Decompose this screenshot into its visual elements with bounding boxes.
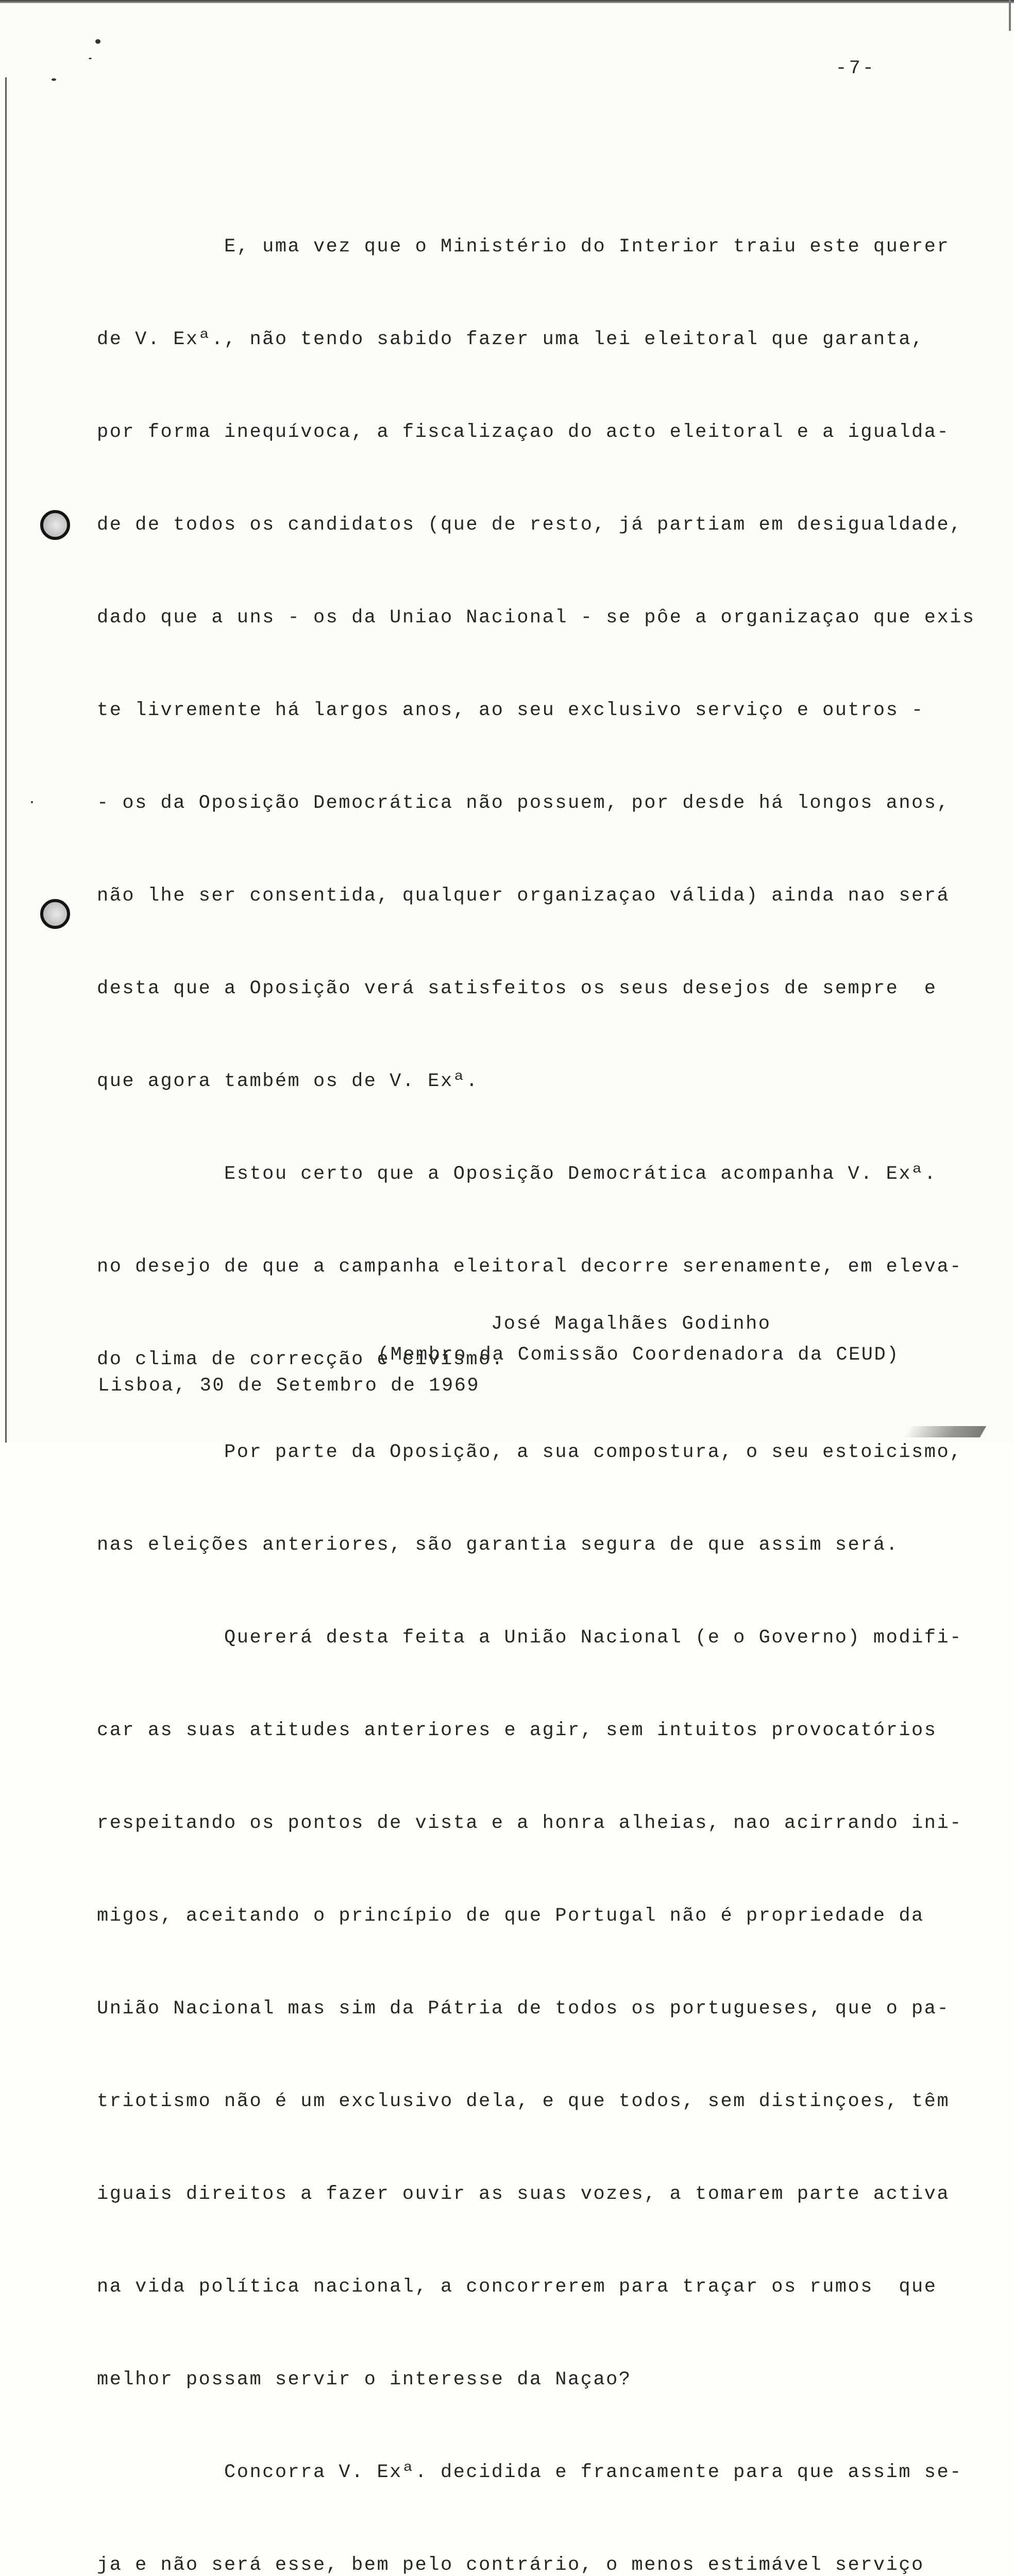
text-line: te livremente há largos anos, ao seu exclusivo serviço e outros -: [97, 700, 924, 721]
scan-top-edge: [0, 0, 1014, 3]
text-line: União Nacional mas sim da Pátria de todos os portugueses, que o pa-: [97, 1998, 950, 2020]
text-line: migos, aceitando o princípio de que Portugal não é propriedade da: [97, 1905, 924, 1927]
text-line: ja e não será esse, bem pelo contrário, o menos estimável serviço: [97, 2554, 924, 2576]
text-line: Concorra V. Exª. decidida e francamente para que assim se-: [97, 2462, 962, 2483]
page-number: -7-: [835, 58, 876, 79]
text-line: dado que a uns - os da Uniao Nacional - se pôe a organizaçao que exis: [97, 607, 975, 629]
text-line: de de todos os candidatos (que de resto, já partiam em desigualdade,: [97, 514, 962, 536]
punch-hole: [40, 899, 70, 929]
ink-speck: [89, 58, 92, 59]
text-line: melhor possam servir o interesse da Naçao?: [97, 2369, 632, 2391]
ink-speck: [31, 801, 33, 803]
ink-speck: [95, 39, 100, 44]
text-line: nas eleições anteriores, são garantia segura de que assim será.: [97, 1534, 899, 1556]
place-and-date: Lisboa, 30 de Setembro de 1969: [98, 1375, 480, 1397]
text-line: Por parte da Oposição, a sua compostura, o seu estoicismo,: [97, 1442, 962, 1463]
text-line: car as suas atitudes anteriores e agir, sem intuitos provocatórios: [97, 1720, 937, 1741]
text-line: Quererá desta feita a União Nacional (e o Governo) modifi-: [97, 1627, 962, 1649]
text-line: - os da Oposição Democrática não possuem, por desde há longos anos,: [97, 792, 950, 814]
text-line: não lhe ser consentida, qualquer organizaçao válida) ainda nao será: [97, 885, 950, 907]
text-line: na vida política nacional, a concorrerem para traçar os rumos que: [97, 2276, 937, 2298]
text-line: no desejo de que a campanha eleitoral decorre serenamente, em eleva-: [97, 1256, 962, 1278]
text-line: desta que a Oposição verá satisfeitos os seus desejos de sempre e: [97, 978, 937, 999]
text-line: respeitando os pontos de vista e a honra alheias, nao acirrando ini-: [97, 1812, 962, 1834]
text-line: de V. Exª., não tendo sabido fazer uma lei eleitoral que garanta,: [97, 329, 924, 350]
scan-right-edge: [1009, 0, 1011, 31]
scan-left-edge: [5, 77, 7, 1443]
signatory-name: José Magalhães Godinho: [491, 1313, 771, 1335]
text-line: Estou certo que a Oposição Democrática acompanha V. Exª.: [97, 1163, 937, 1185]
signature-block: [97, 1309, 973, 1463]
text-line: que agora também os de V. Exª.: [97, 1071, 479, 1092]
text-line: iguais direitos a fazer ouvir as suas vozes, a tomarem parte activa: [97, 2183, 950, 2205]
ink-speck: [52, 78, 56, 81]
text-line: E, uma vez que o Ministério do Interior traiu este querer: [97, 236, 950, 258]
text-line: por forma inequívoca, a fiscalizaçao do acto eleitoral e a igualda-: [97, 421, 950, 443]
scan-smudge: [903, 1426, 987, 1437]
text-line: do clima de correcção e civismo.: [97, 1349, 504, 1370]
signatory-role: (Membro da Comissão Coordenadora da CEUD): [378, 1344, 900, 1366]
text-line: triotismo não é um exclusivo dela, e que todos, sem distinçoes, têm: [97, 2091, 950, 2112]
punch-hole: [40, 510, 70, 540]
